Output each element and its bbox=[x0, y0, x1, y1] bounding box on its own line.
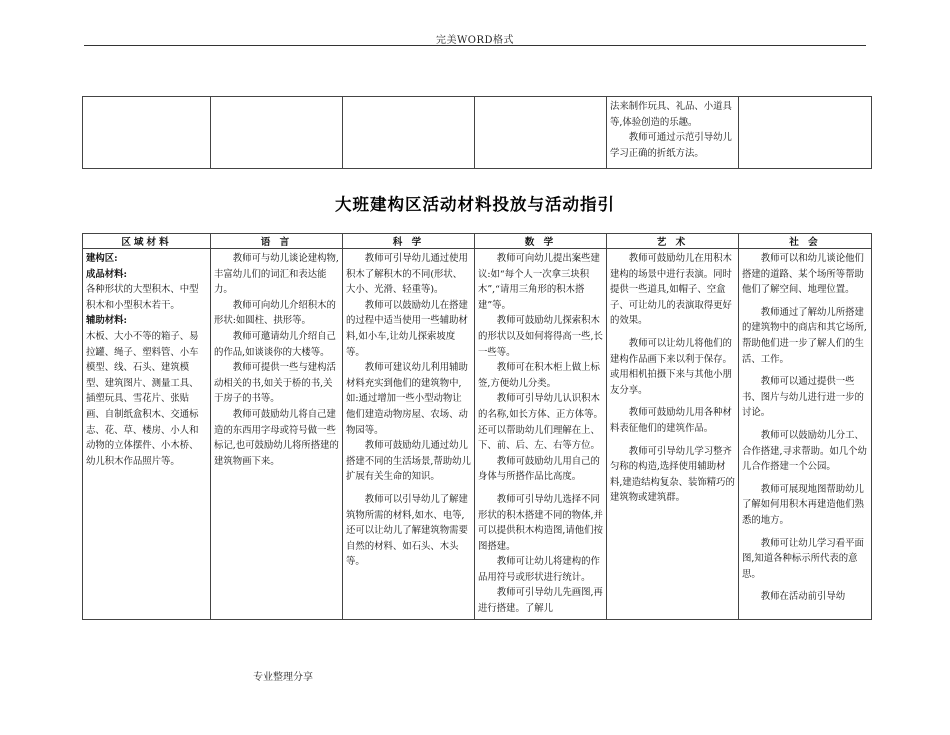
society-paragraph: 教师可以和幼儿谈论他们搭建的道路、某个场所等帮助他们了解空间、地理位置。 bbox=[742, 253, 864, 296]
cont-cell-3 bbox=[343, 97, 475, 169]
language-paragraph: 教师可提供一些与建构活动相关的书,如关于桥的书,关于房子的书等。 bbox=[214, 362, 336, 405]
finished-materials-text: 各种形状的大型积木、中型积木和小型积木若干。 bbox=[86, 284, 199, 311]
math-paragraph: 教师可引导幼儿选择不同形状的积木搭建不同的物体,并可以提供积木构造图,请他们按图搭建。 bbox=[478, 493, 603, 552]
page-footer: 专业整理分享 bbox=[253, 672, 313, 683]
science-cell bbox=[343, 249, 475, 620]
society-paragraph: 教师可以鼓励幼儿分工、合作搭建,寻求帮助。如几个幼儿合作搭建一个公园。 bbox=[742, 429, 867, 473]
society-paragraph: 教师在活动前引导幼 bbox=[760, 591, 846, 603]
page-title: 大班建构区活动材料投放与活动指引 bbox=[335, 195, 615, 214]
cont-cell-5 bbox=[607, 97, 739, 169]
language-paragraph: 教师可向幼儿介绍积木的形状:如圆柱、拱形等。 bbox=[214, 299, 336, 327]
society-cell bbox=[739, 249, 872, 620]
science-paragraph: 教师可引导幼儿通过使用积木了解积木的不同(形状、大小、光滑、轻重等)。 bbox=[346, 253, 468, 296]
cont-paragraph: 法来制作玩具、礼品、小道具等,体验创造的乐趣。 bbox=[610, 101, 732, 128]
art-cell bbox=[607, 249, 739, 620]
math-paragraph: 教师可让幼儿将建构的作品用符号或形状进行统计。 bbox=[478, 556, 600, 583]
materials-cell bbox=[83, 249, 211, 620]
cont-cell-1 bbox=[83, 97, 211, 169]
language-paragraph: 教师可邀请幼儿介绍自己的作品,如谈谈你的大楼等。 bbox=[214, 330, 336, 358]
math-paragraph: 教师可鼓励幼儿用自己的身体与所搭作品比高度。 bbox=[478, 455, 600, 483]
science-paragraph: 教师可以引导幼儿了解建筑物所需的材料,如水、电等,还可以让幼儿了解建筑物需要自然的材料、如石头、木头等。 bbox=[346, 493, 468, 568]
society-paragraph: 教师可以通过提供一些书、图片与幼儿进行进一步的讨论。 bbox=[742, 376, 864, 419]
society-paragraph: 教师通过了解幼儿所搭建的建筑物中的商店和其它场所,帮助他们进一步了解人们的生活、工作。 bbox=[742, 306, 867, 365]
society-paragraph: 教师可让幼儿学习看平面图,知道各种标示所代表的意思。 bbox=[742, 537, 864, 580]
header-society: 社 会 bbox=[739, 234, 872, 249]
header-language: 语 言 bbox=[211, 234, 343, 249]
math-cell bbox=[475, 249, 607, 620]
header-science: 科 学 bbox=[343, 234, 475, 249]
language-paragraph: 教师可与幼儿谈论建构物,丰富幼儿们的词汇和表达能力。 bbox=[214, 253, 339, 296]
activity-table bbox=[82, 233, 872, 620]
header-math: 数 学 bbox=[475, 234, 607, 249]
aux-materials-text: 木板、大小不等的箱子、易拉罐、绳子、塑料管、小车模型、线、石头、建筑模型、建筑图片、测量工具、插塑玩具、雪花片、张贴画、自制纸盒积木、交通标志、花、草、楼房、小人和动物的立体摆件、小木桥、幼儿积木作品照片等。 bbox=[86, 330, 199, 467]
header-art: 艺 术 bbox=[607, 234, 739, 249]
aux-materials-label: 辅助材料: bbox=[86, 315, 127, 327]
language-paragraph: 教师可鼓励幼儿将自己建造的东西用字母或符号做一些标记,也可鼓励幼儿将所搭建的建筑物画下来。 bbox=[214, 408, 339, 467]
science-paragraph: 教师可以鼓励幼儿在搭建的过程中适当使用一些辅助材料,如小车,让幼儿探索坡度等。 bbox=[346, 299, 468, 358]
art-paragraph: 教师可鼓励幼儿用各种材料表征他们的建筑作品。 bbox=[610, 407, 732, 434]
art-paragraph: 教师可引导幼儿学习整齐匀称的构造,选择使用辅助材料,建造结构复杂、装饰精巧的建筑物或建筑群。 bbox=[610, 445, 735, 504]
finished-materials-label: 成品材料: bbox=[86, 268, 127, 280]
language-cell bbox=[211, 249, 343, 620]
art-paragraph: 教师可鼓励幼儿在用积木建构的场景中进行表演。同时提供一些道具,如帽子、空盒子、可让幼儿的表演取得更好的效果。 bbox=[610, 253, 732, 327]
math-paragraph: 教师可鼓励幼儿探索积木的形状以及如何将得高一些,长一些等。 bbox=[478, 315, 603, 358]
science-paragraph: 教师可鼓励幼儿通过幼儿搭建不同的生活场景,帮助幼儿扩展有关生命的知识。 bbox=[346, 440, 471, 483]
math-paragraph: 教师可在积木柜上做上标签,方便幼儿分类。 bbox=[478, 362, 600, 389]
math-paragraph: 教师可引导幼儿认识积木的名称,如长方体、正方体等。还可以帮助幼儿们理解在上、下、前、后、左、右等方位。 bbox=[478, 393, 603, 452]
area-label: 建构区: bbox=[86, 253, 118, 264]
continuation-table bbox=[82, 96, 872, 169]
header-materials: 区域材料 bbox=[83, 234, 211, 249]
header-rule bbox=[84, 45, 866, 46]
math-paragraph: 教师可引导幼儿先画图,再进行搭建。了解儿 bbox=[478, 587, 603, 615]
page-header: 完美WORD格式 bbox=[435, 35, 515, 46]
table-header-row bbox=[83, 234, 872, 249]
math-paragraph: 教师可向幼儿提出案些建议:如“每个人一次拿三块积木”,“请用三角形的积木搭建”等。 bbox=[478, 253, 600, 311]
cont-cell-4 bbox=[475, 97, 607, 169]
society-paragraph: 教师可展现地图帮助幼儿了解如何用积木再建造他们熟悉的地方。 bbox=[742, 483, 864, 526]
table-row bbox=[83, 249, 872, 620]
art-paragraph: 教师可以让幼儿将他们的建构作品画下来以利于保存。或用相机拍摄下来与其他小朋友分享。 bbox=[610, 337, 732, 396]
cont-cell-6 bbox=[739, 97, 872, 169]
cont-cell-2 bbox=[211, 97, 343, 169]
science-paragraph: 教师可建议幼儿利用辅助材料充实到他们的建筑物中,如:通过增加一些小型动物让他们建造动物房屋、农场、动物园等。 bbox=[346, 362, 468, 436]
cont-paragraph: 教师可通过示范引导幼儿学习正确的折纸方法。 bbox=[610, 132, 732, 159]
